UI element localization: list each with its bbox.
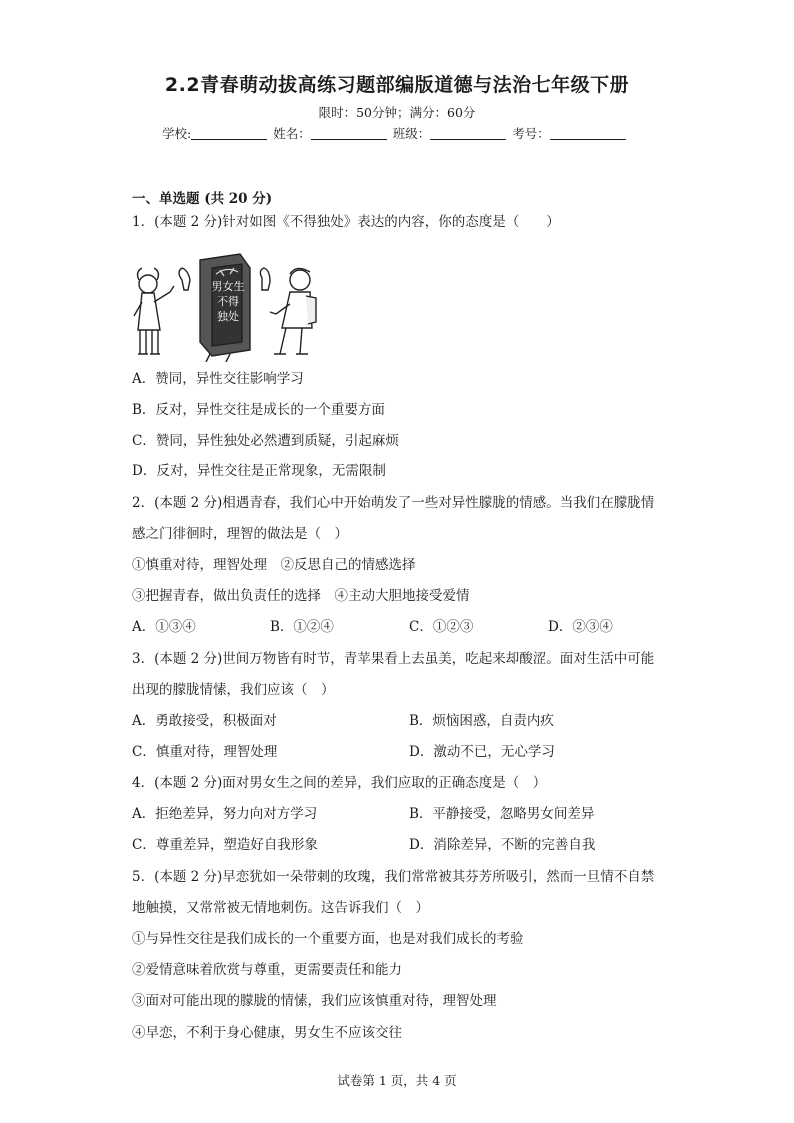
exam-time-limit: 限时：50分钟；满分：60分 — [318, 105, 476, 120]
question-2-statement-2: ③把握青春，做出负责任的选择 ④主动大胆地接受爱情 — [132, 588, 470, 604]
sign-text-line-3: 独处 — [217, 310, 239, 323]
question-5-stem-line-1: 5．(本题 2 分)早恋犹如一朵带刺的玫瑰，我们常常被其芬芳所吸引，然而一旦情不自禁 — [132, 869, 655, 885]
question-1-option-a[interactable]: A．赞同，异性交往影响学习 — [132, 371, 304, 387]
question-2-option-c[interactable]: C．①②③ — [409, 619, 474, 635]
class-blank[interactable] — [430, 127, 506, 140]
question-2-statement-1: ①慎重对待，理智处理 ②反思自己的情感选择 — [132, 557, 416, 573]
question-4-option-c[interactable]: C．尊重差异，塑造好自我形象 — [132, 837, 318, 853]
question-2-option-a[interactable]: A．①③④ — [132, 619, 196, 635]
exam-number-label: 考号： — [512, 126, 550, 141]
question-3-option-b[interactable]: B．烦恼困惑，自责内疚 — [409, 713, 554, 729]
question-1-option-d[interactable]: D．反对，异性交往是正常现象，无需限制 — [132, 463, 386, 479]
name-blank[interactable] — [311, 127, 387, 140]
section-title: 一、单选题 (共 20 分) — [132, 191, 273, 207]
page-footer: 试卷第 1 页，共 4 页 — [337, 1073, 457, 1088]
question-1-cartoon — [130, 250, 320, 362]
question-4-option-a[interactable]: A．拒绝差异，努力向对方学习 — [132, 806, 318, 822]
question-3-stem-line-2: 出现的朦胧情愫，我们应该（ ） — [132, 682, 335, 698]
question-2-option-d[interactable]: D．②③④ — [548, 619, 613, 635]
question-5-statement-3: ③面对可能出现的朦胧的情愫，我们应该慎重对待，理智处理 — [132, 993, 497, 1009]
cartoon-illustration — [130, 250, 320, 362]
question-4-option-d[interactable]: D．消除差异，不断的完善自我 — [409, 837, 596, 853]
question-1-stem: 1．(本题 2 分)针对如图《不得独处》表达的内容，你的态度是（ ） — [132, 214, 560, 230]
question-1-option-c[interactable]: C．赞同，异性独处必然遭到质疑，引起麻烦 — [132, 433, 399, 449]
question-5-statement-2: ②爱情意味着欣赏与尊重，更需要责任和能力 — [132, 962, 402, 978]
question-2-option-b[interactable]: B．①②④ — [270, 619, 334, 635]
question-3-option-c[interactable]: C．慎重对待，理智处理 — [132, 744, 278, 760]
exam-title: 2.2青春萌动拔高练习题部编版道德与法治七年级下册 — [164, 74, 630, 96]
question-4-stem: 4．(本题 2 分)面对男女生之间的差异，我们应取的正确态度是（ ） — [132, 775, 547, 791]
question-2-stem-line-2: 感之门徘徊时，理智的做法是（ ） — [132, 526, 348, 542]
school-blank[interactable] — [191, 127, 267, 140]
question-3-stem-line-1: 3．(本题 2 分)世间万物皆有时节，青苹果看上去虽美，吃起来却酸涩。面对生活中可能 — [132, 651, 655, 667]
question-2-stem-line-1: 2．(本题 2 分)相遇青春，我们心中开始萌发了一些对异性朦胧的情感。当我们在朦胧情 — [132, 495, 655, 511]
sign-text-line-2: 不得 — [217, 295, 239, 308]
sign-text-line-1: 男女生 — [211, 280, 245, 293]
question-5-statement-4: ④早恋，不利于身心健康，男女生不应该交往 — [132, 1025, 402, 1041]
school-label: 学校: — [162, 126, 192, 141]
student-info-row — [162, 124, 628, 142]
question-3-option-d[interactable]: D．激动不已，无心学习 — [409, 744, 555, 760]
question-3-option-a[interactable]: A．勇敢接受，积极面对 — [132, 713, 277, 729]
question-1-option-b[interactable]: B．反对，异性交往是成长的一个重要方面 — [132, 402, 385, 418]
question-5-stem-line-2: 地触摸，又常常被无情地刺伤。这告诉我们（ ） — [132, 900, 429, 916]
exam-number-blank[interactable] — [550, 127, 626, 140]
question-5-statement-1: ①与异性交往是我们成长的一个重要方面，也是对我们成长的考验 — [132, 931, 524, 947]
class-label: 班级： — [392, 126, 431, 141]
question-4-option-b[interactable]: B．平静接受，忽略男女间差异 — [409, 806, 595, 822]
name-label: 姓名： — [273, 126, 311, 141]
